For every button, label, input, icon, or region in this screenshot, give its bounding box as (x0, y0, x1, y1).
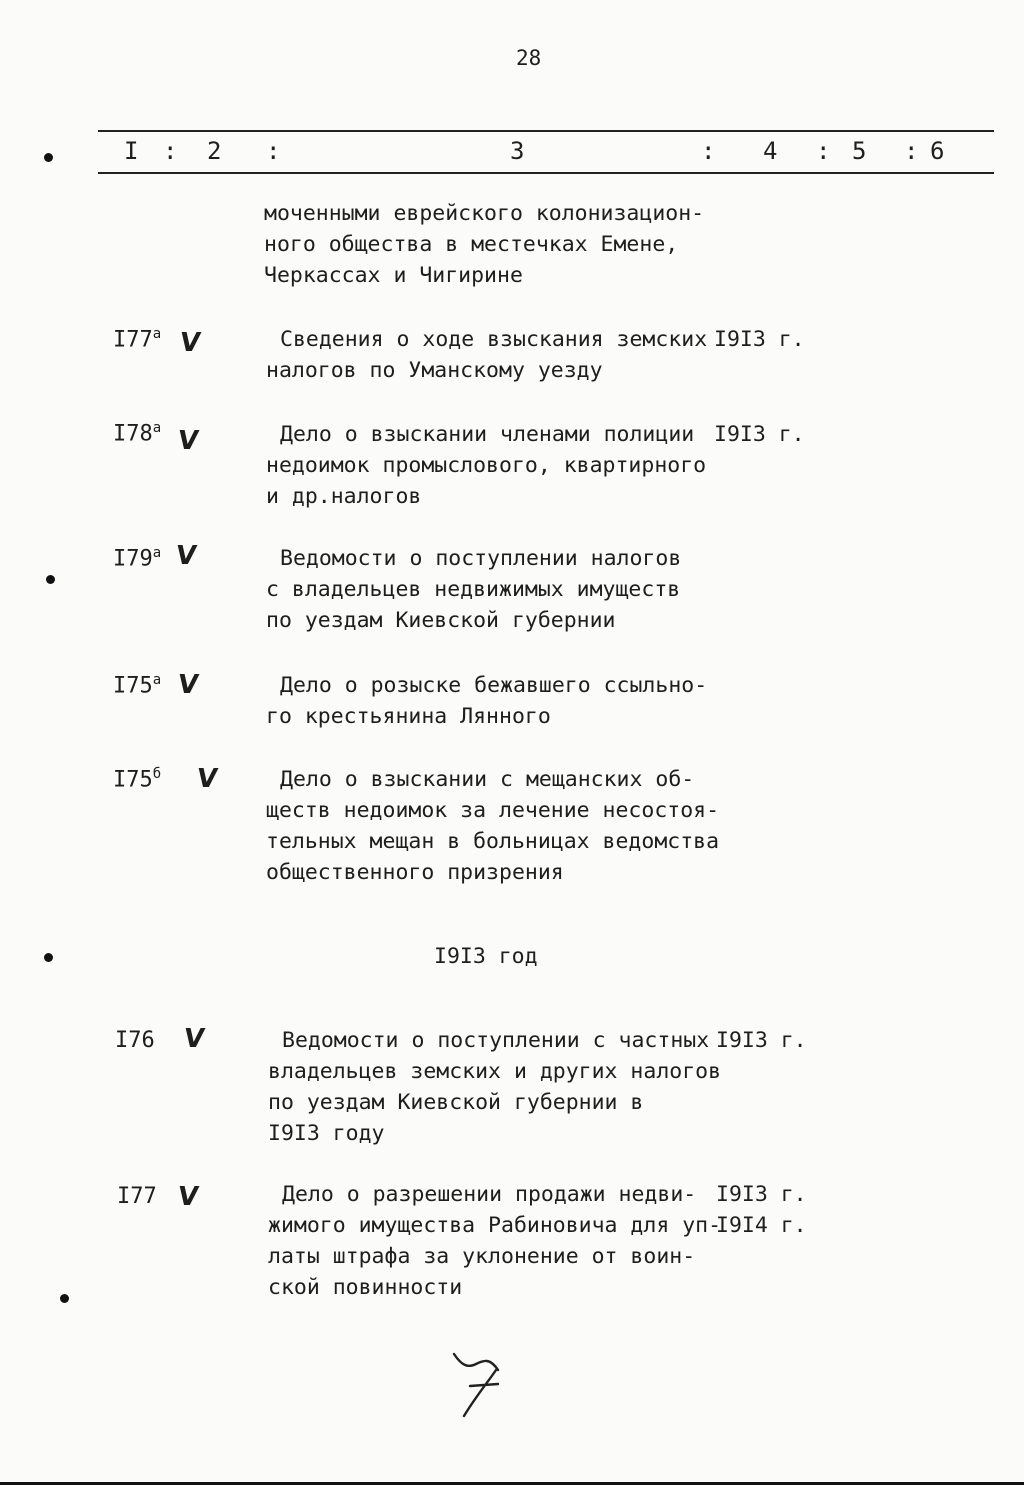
header-top-rule (98, 130, 994, 132)
punch-hole-dot (44, 953, 53, 962)
handwritten-number-mark (440, 1340, 520, 1420)
entry-description: Ведомости о поступлении налогов с владельцев недвижимых имуществ по уездам Киевской губернии (266, 546, 682, 633)
entry-description: Дело о разрешении продажи недви- жимого имущества Рабиновича для уп- латы штрафа за уклонение от воин- ской повинности (268, 1182, 722, 1300)
header-sep: : (904, 137, 919, 165)
entry-description: Дело о розыске бежавшего ссыльно- го крестьянина Лянного (266, 673, 708, 729)
entry-year: I9I3 г. (714, 327, 805, 352)
entry-number: I77 (117, 1184, 157, 1209)
header-col-5: 5 (852, 137, 867, 165)
checkmark-icon: V (175, 670, 201, 700)
entry-number: $I79^а$ (113, 545, 162, 572)
entry-number: I76 (115, 1028, 155, 1053)
checkmark-icon: V (181, 1024, 207, 1054)
header-sep: : (163, 137, 178, 165)
header-sep: : (816, 137, 831, 165)
punch-hole-dot (60, 1294, 69, 1303)
continuation-text: моченными еврейского колонизацион- ного общества в местечках Емене, Черкассах и Чигирине (264, 201, 705, 288)
entry-number: $I77^а$ (113, 326, 162, 353)
checkmark-icon: V (173, 541, 199, 571)
checkmark-icon: V (194, 764, 220, 794)
entry-description: Дело о взыскании членами полиции недоимок промыслового, квартирного и др.налогов (266, 422, 707, 509)
entry-description: Сведения о ходе взыскания земских налогов по Уманскому уезду (266, 327, 708, 383)
punch-hole-dot (46, 575, 55, 584)
entry-description: Ведомости о поступлении с частных владельцев земских и других налогов по уездам Киевской губернии в I9I3 году (268, 1028, 722, 1146)
page-number: 28 (516, 46, 542, 70)
section-heading: I9I3 год (434, 944, 538, 969)
checkmark-icon: V (175, 1182, 201, 1212)
header-sep: : (701, 137, 716, 165)
header-col-1: I (124, 137, 139, 165)
checkmark-icon: V (175, 426, 201, 456)
entry-number: $I78^а$ (113, 420, 162, 447)
entry-year: I9I3 г. (714, 422, 805, 447)
checkmark-icon: V (177, 328, 203, 358)
punch-hole-dot (44, 153, 53, 162)
entry-years: I9I3 г. I9I4 г. (716, 1182, 807, 1238)
header-bottom-rule (98, 172, 994, 174)
entry-year: I9I3 г. (716, 1028, 807, 1053)
header-col-6: 6 (930, 137, 945, 165)
header-col-3: 3 (510, 137, 525, 165)
header-sep: : (266, 137, 281, 165)
header-col-4: 4 (763, 137, 778, 165)
entry-number: $I75^а$ (113, 672, 162, 699)
entry-description: Дело о взыскании с мещанских об- ществ недоимок за лечение несостоя- тельных мещан в больницах ведомства общественного призрения (266, 767, 720, 885)
header-col-2: 2 (207, 137, 222, 165)
entry-number: $I75^б$ (113, 766, 162, 793)
